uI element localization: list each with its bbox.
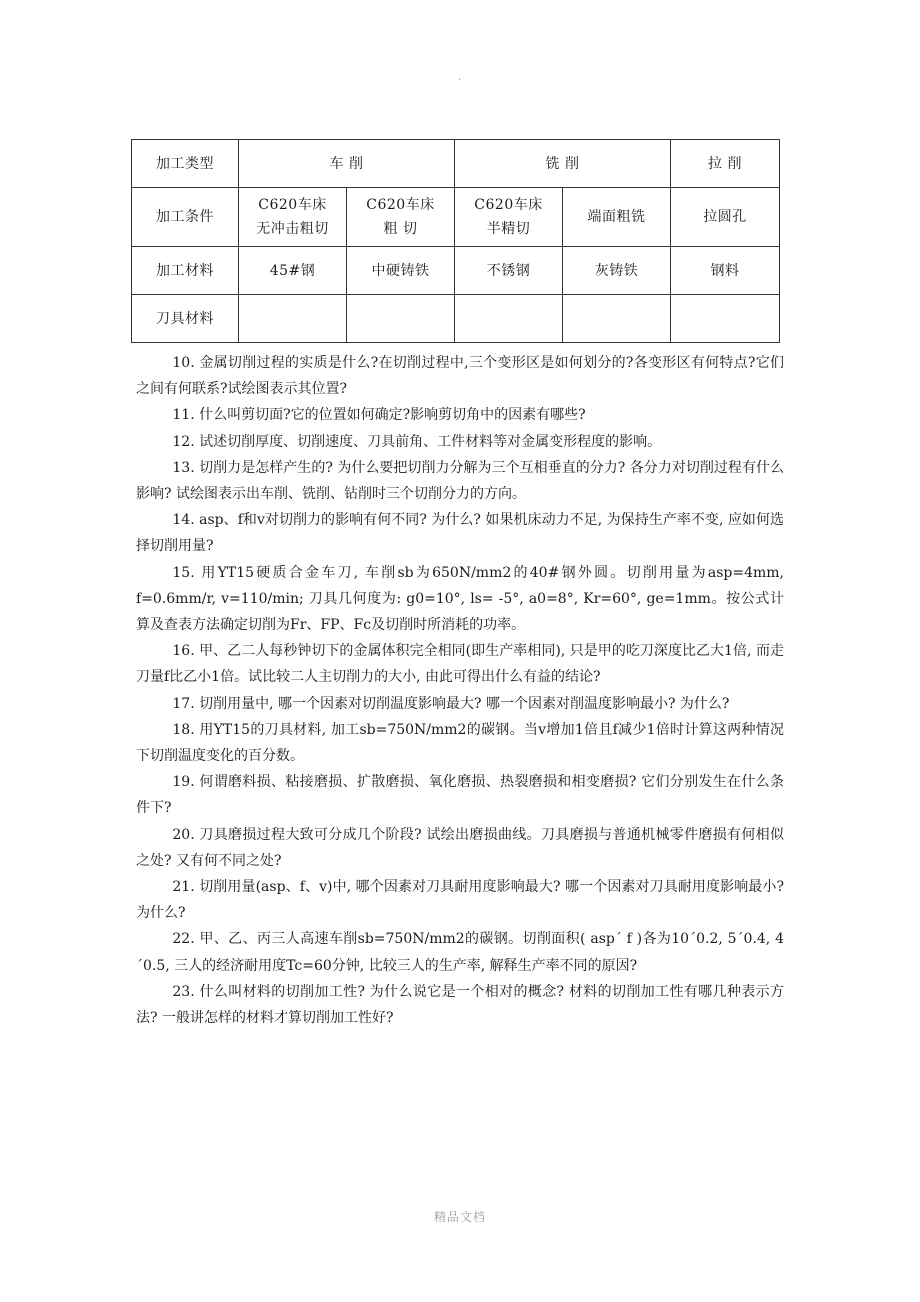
table-cell: 端面粗铣 <box>563 188 671 247</box>
table-cell <box>563 295 671 343</box>
table-cell: 拉 削 <box>671 140 780 188</box>
table-cell: 加工材料 <box>132 247 239 295</box>
table-cell: 车 削 <box>239 140 455 188</box>
question-item: 20. 刀具磨损过程大致可分成几个阶段? 试绘出磨损曲线。刀具磨损与普通机械零件磨损有何相似之处? 又有何不同之处? <box>136 826 784 869</box>
question-item: 10. 金属切削过程的实质是什么?在切削过程中,三个变形区是如何划分的?各变形区有何特点?它们之间有何联系?试绘图表示其位置? <box>136 355 784 398</box>
question-item: 18. 用YT15的刀具材料, 加工sb=750N/mm2的碳钢。当v增加1倍且f减少1倍时计算这两种情况下切削温度变化的百分数。 <box>136 721 784 765</box>
table-cell: 45#钢 <box>239 247 347 295</box>
question-item: 14. asp、f和v对切削力的影响有何不同? 为什么? 如果机床动力不足, 为保持生产率不变, 应如何选择切削用量? <box>136 512 784 555</box>
table-cell: C620车床 无冲击粗切 <box>239 188 347 247</box>
question-item: 15. 用YT15硬质合金车刀, 车削sb为650N/mm2的40#钢外圆。切削用量为asp=4mm, f=0.6mm/r, v=110/min; 刀具几何度为: g0=10°, ls= -5°, a0=8°, Kr=60°, ge=1mm。按公式计算及查表方法确定切削为Fr、FP、Fc及切削时所消耗的功率。 <box>136 564 789 634</box>
question-item: 13. 切削力是怎样产生的? 为什么要把切削力分解为三个互相垂直的分力? 各分力对切削过程有什么影响? 试绘图表示出车削、铣削、钻削时三个切削分力的方向。 <box>136 459 784 503</box>
table-cell: 铣 削 <box>455 140 671 188</box>
table-cell: C620车床 粗 切 <box>347 188 455 247</box>
table-cell <box>239 295 347 343</box>
table-row <box>132 188 780 247</box>
table-cell: 拉圆孔 <box>671 188 780 247</box>
question-list <box>136 350 789 1031</box>
question-item: 22. 甲、乙、丙三人高速车削sb=750N/mm2的碳钢。切削面积( asp´ f )各为10´0.2, 5´0.4, 4´0.5, 三人的经济耐用度Tc=60分钟, 比较三人的生产率, 解释生产率不同的原因? <box>136 931 784 974</box>
machining-table <box>131 139 780 343</box>
question-item: 19. 何谓磨料损、粘接磨损、扩散磨损、氧化磨损、热裂磨损和相变磨损? 它们分别发生在什么条件下? <box>136 774 784 817</box>
question-item: 12. 试述切削厚度、切削速度、刀具前角、工件材料等对金属变形程度的影响。 <box>172 433 662 450</box>
question-item: 23. 什么叫材料的切削加工性? 为什么说它是一个相对的概念? 材料的切削加工性有哪几种表示方法? 一般讲怎样的材料才算切削加工性好? <box>136 983 784 1027</box>
table-row <box>132 295 780 343</box>
table-cell: 刀具材料 <box>132 295 239 343</box>
table-cell: 加工类型 <box>132 140 239 188</box>
table-cell <box>455 295 563 343</box>
question-item: 17. 切削用量中, 哪一个因素对切削温度影响最大? 哪一个因素对削温度影响最小? 为什么? <box>172 695 730 712</box>
question-item: 21. 切削用量(asp、f、v)中, 哪个因素对刀具耐用度影响最大? 哪一个因素对刀具耐用度影响最小? 为什么? <box>136 879 789 922</box>
table-row <box>132 247 780 295</box>
table-cell: 不锈钢 <box>455 247 563 295</box>
question-item: 16. 甲、乙二人每秒钟切下的金属体积完全相同(即生产率相同), 只是甲的吃刀深度比乙大1倍, 而走刀量f比乙小1倍。试比较二人主切削力的大小, 由此可得出什么有益的结论? <box>136 643 784 686</box>
table-cell: 灰铸铁 <box>563 247 671 295</box>
question-item: 11. 什么叫剪切面?它的位置如何确定?影响剪切角中的因素有哪些? <box>172 407 586 424</box>
table-cell: C620车床 半精切 <box>455 188 563 247</box>
header-mark: . <box>458 72 462 83</box>
table-cell: 钢料 <box>671 247 780 295</box>
table-cell: 中硬铸铁 <box>347 247 455 295</box>
table-cell: 加工条件 <box>132 188 239 247</box>
table-row <box>132 140 780 188</box>
page-footer: 精品文档 <box>433 1210 486 1224</box>
table-cell <box>347 295 455 343</box>
table-cell <box>671 295 780 343</box>
